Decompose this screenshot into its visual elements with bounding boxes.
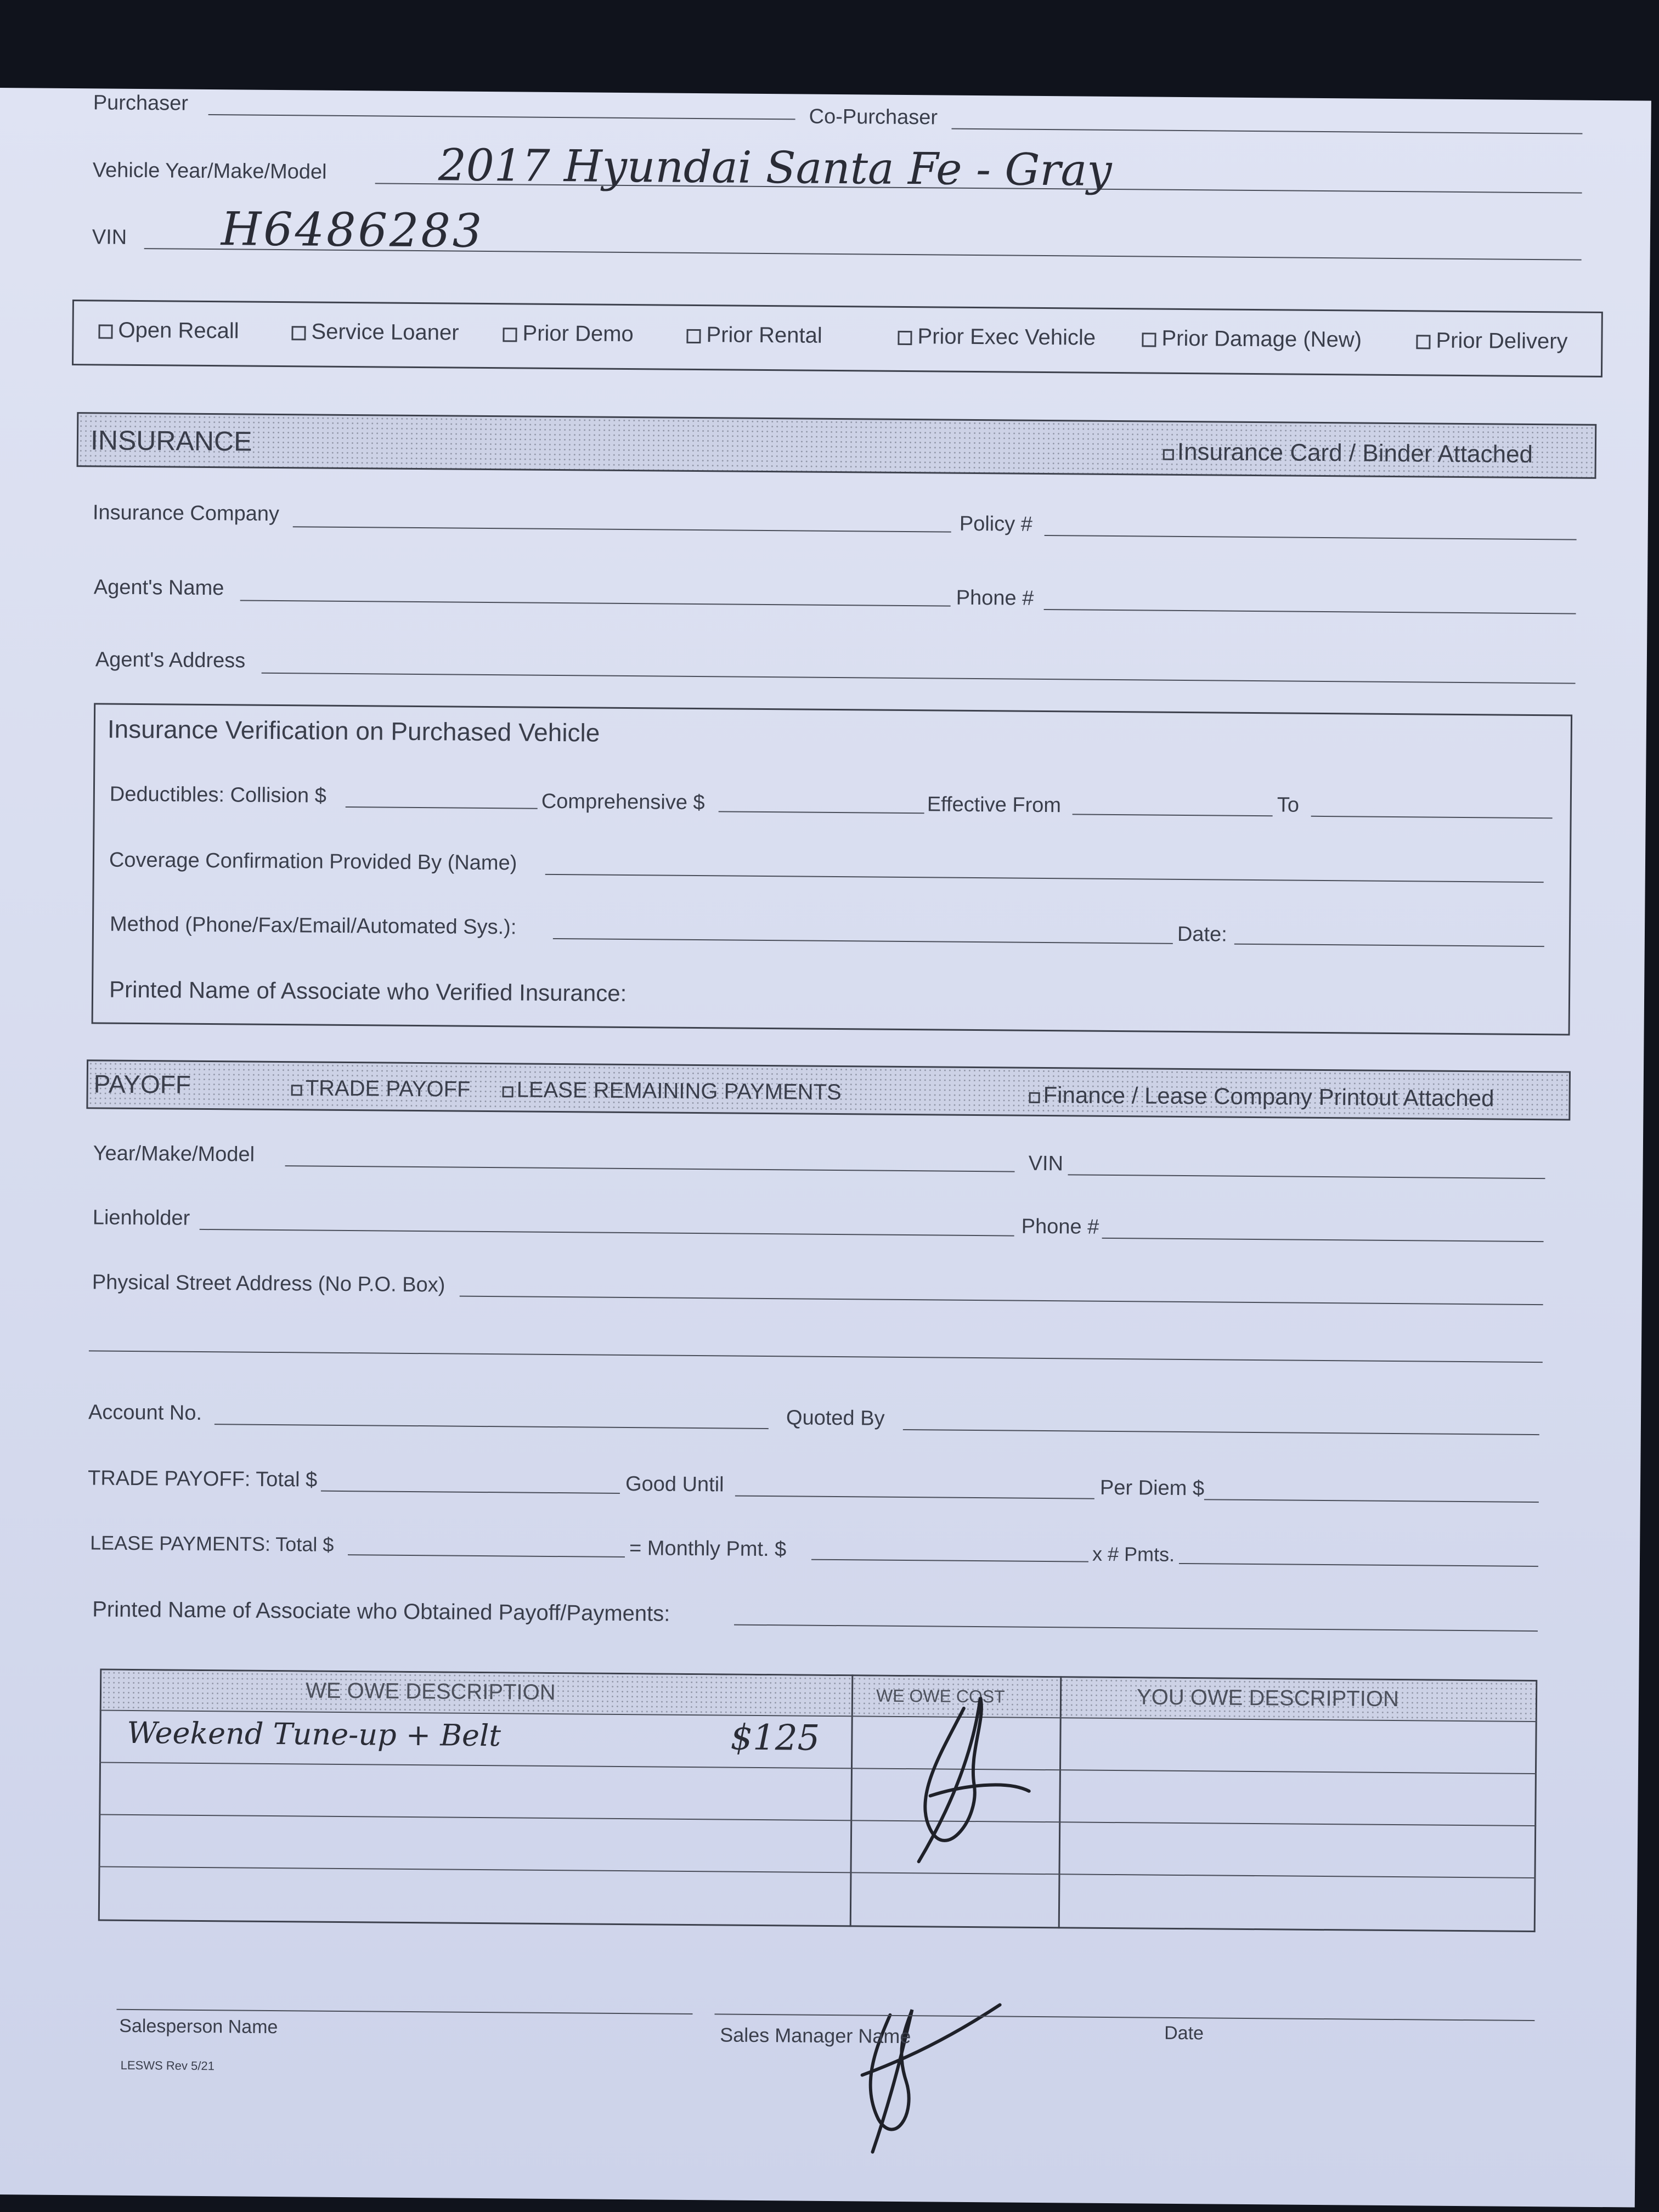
checkbox-square-icon [503, 1086, 514, 1097]
vehicle-label: Vehicle Year/Make/Model [92, 159, 327, 184]
checkbox-square-icon [1142, 332, 1156, 347]
checkbox-square-icon [686, 329, 701, 343]
per-diem-field[interactable] [1204, 1499, 1539, 1503]
lease-total-field[interactable] [348, 1554, 625, 1558]
manager-initial-signature [896, 1686, 1041, 1895]
street-address-field-2[interactable] [89, 1350, 1543, 1363]
lienholder-phone-label: Phone # [1021, 1215, 1099, 1239]
checkbox-square-icon [503, 328, 517, 342]
num-pmts-field[interactable] [1179, 1563, 1538, 1567]
agent-name-field[interactable] [240, 600, 951, 606]
vin-handwritten: H6486283 [221, 202, 484, 258]
checkbox-square-icon [291, 1085, 302, 1096]
monthly-label: = Monthly Pmt. $ [629, 1537, 787, 1561]
trade-total-field[interactable] [321, 1491, 620, 1494]
vehicle-handwritten: 2017 Hyundai Santa Fe - Gray [438, 139, 1112, 196]
checkbox-prior-delivery[interactable]: Prior Delivery [1416, 328, 1567, 354]
date-label: Date [1164, 2022, 1204, 2044]
salesperson-label: Salesperson Name [119, 2015, 278, 2038]
comprehensive-label: Comprehensive $ [541, 789, 705, 815]
verified-by-label: Printed Name of Associate who Verified Insurance: [109, 976, 627, 1007]
manager-label: Sales Manager Name [720, 2023, 911, 2048]
lienholder-phone-field[interactable] [1102, 1238, 1544, 1242]
agent-name-label: Agent's Name [93, 575, 224, 600]
policy-field[interactable] [1045, 535, 1577, 540]
per-diem-label: Per Diem $ [1099, 1476, 1205, 1500]
insurance-company-label: Insurance Company [92, 501, 280, 526]
trade-total-label: TRADE PAYOFF: Total $ [87, 1466, 318, 1492]
purchaser-label: Purchaser [93, 91, 189, 115]
lease-remaining-checkbox[interactable]: LEASE REMAINING PAYMENTS [503, 1077, 842, 1105]
checkbox-square-icon [1163, 449, 1174, 460]
insurance-card-attached-checkbox[interactable]: Insurance Card / Binder Attached [1163, 438, 1533, 469]
form-revision-code: LESWS Rev 5/21 [120, 2058, 215, 2073]
street-address-label: Physical Street Address (No P.O. Box) [92, 1271, 445, 1297]
checkbox-prior-damage[interactable]: Prior Damage (New) [1142, 326, 1362, 352]
obtained-by-label: Printed Name of Associate who Obtained Payoff/Payments: [92, 1597, 670, 1626]
verification-title: Insurance Verification on Purchased Vehicle [107, 714, 600, 747]
manager-date-field[interactable] [714, 2013, 1534, 2021]
num-pmts-label: x # Pmts. [1092, 1542, 1175, 1566]
agent-address-field[interactable] [262, 673, 1576, 684]
checkbox-square-icon [98, 324, 112, 338]
payoff-vin-label: VIN [1028, 1152, 1064, 1176]
quoted-by-label: Quoted By [786, 1406, 885, 1430]
payoff-ymm-field[interactable] [285, 1165, 1015, 1172]
coverage-label: Coverage Confirmation Provided By (Name) [109, 848, 517, 875]
quoted-by-field[interactable] [903, 1429, 1539, 1435]
good-until-label: Good Until [625, 1472, 724, 1497]
we-owe-item-handwritten: Weekend Tune-up + Belt [127, 1715, 501, 1753]
checkbox-prior-rental[interactable]: Prior Rental [686, 323, 822, 348]
vin-label: VIN [92, 225, 127, 249]
obtained-by-field[interactable] [734, 1624, 1538, 1632]
insurance-title: INSURANCE [90, 425, 252, 457]
we-owe-cost-header: WE OWE COST [876, 1685, 1005, 1707]
co-purchaser-label: Co-Purchaser [809, 105, 938, 129]
insurance-company-field[interactable] [293, 526, 951, 532]
printout-attached-checkbox[interactable]: Finance / Lease Company Printout Attached [1029, 1082, 1494, 1112]
we-owe-description-header: WE OWE DESCRIPTION [305, 1678, 556, 1705]
effective-from-label: Effective From [927, 793, 1062, 817]
good-until-field[interactable] [735, 1496, 1094, 1499]
co-purchaser-field[interactable] [951, 128, 1582, 134]
deductibles-label: Deductibles: Collision $ [109, 782, 327, 808]
lienholder-label: Lienholder [92, 1206, 190, 1230]
method-label: Method (Phone/Fax/Email/Automated Sys.): [109, 912, 517, 939]
account-field[interactable] [215, 1424, 769, 1429]
salesperson-field[interactable] [116, 2009, 692, 2015]
lease-total-label: LEASE PAYMENTS: Total $ [90, 1531, 334, 1556]
checkbox-service-loaner[interactable]: Service Loaner [291, 319, 459, 345]
checkbox-prior-demo[interactable]: Prior Demo [503, 321, 634, 347]
street-address-field[interactable] [460, 1296, 1543, 1306]
sales-manager-signature [839, 1993, 1005, 2158]
payoff-vin-field[interactable] [1068, 1174, 1545, 1179]
to-label: To [1277, 793, 1300, 817]
checkbox-open-recall[interactable]: Open Recall [98, 318, 239, 343]
payoff-ymm-label: Year/Make/Model [93, 1142, 255, 1166]
payoff-title: PAYOFF [93, 1069, 191, 1099]
checkbox-prior-exec-vehicle[interactable]: Prior Exec Vehicle [898, 324, 1096, 351]
checkbox-square-icon [1029, 1092, 1040, 1103]
we-owe-amount-handwritten: $125 [730, 1717, 820, 1759]
lienholder-field[interactable] [200, 1229, 1014, 1237]
checkbox-square-icon [898, 331, 912, 345]
verification-date-label: Date: [1177, 922, 1227, 946]
monthly-field[interactable] [811, 1559, 1088, 1562]
agent-address-label: Agent's Address [95, 648, 246, 673]
account-label: Account No. [88, 1401, 202, 1425]
trade-payoff-checkbox[interactable]: TRADE PAYOFF [291, 1076, 471, 1102]
agent-phone-field[interactable] [1044, 609, 1576, 614]
policy-label: Policy # [959, 512, 1033, 536]
you-owe-description-header: YOU OWE DESCRIPTION [1136, 1685, 1399, 1712]
checkbox-square-icon [1416, 335, 1430, 349]
agent-phone-label: Phone # [956, 586, 1034, 610]
checkbox-square-icon [291, 326, 306, 340]
form-sheet [0, 88, 1651, 2208]
purchaser-field[interactable] [208, 114, 795, 120]
